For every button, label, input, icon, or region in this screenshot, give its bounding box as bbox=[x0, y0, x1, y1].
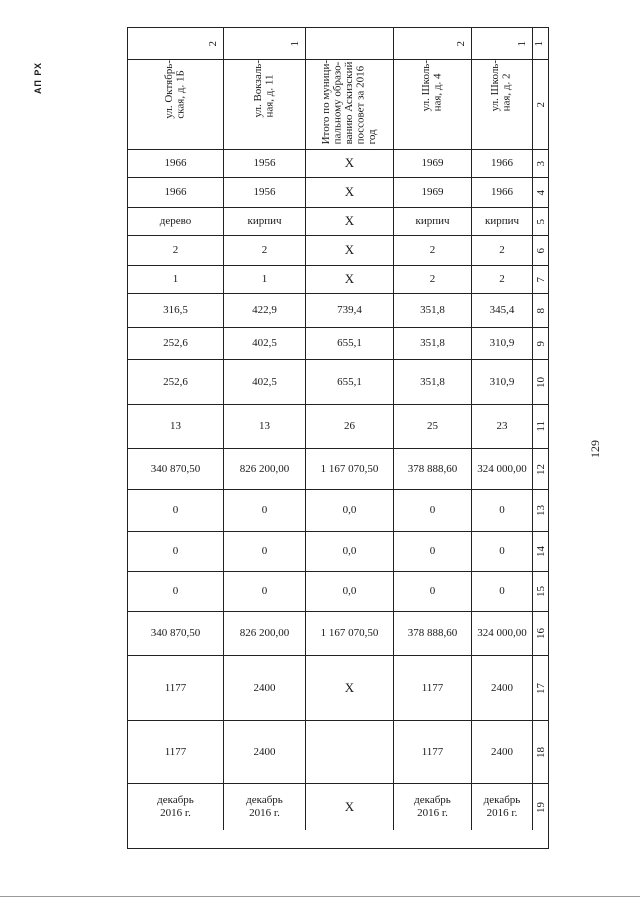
table-cell bbox=[472, 294, 533, 328]
row-number-cell bbox=[533, 532, 549, 572]
row-number-cell bbox=[533, 208, 549, 236]
table-cell bbox=[128, 150, 224, 178]
cell-value: 2 bbox=[429, 244, 436, 257]
page-number: 129 bbox=[588, 440, 602, 458]
table-cell bbox=[224, 236, 306, 266]
table-cell bbox=[224, 784, 306, 830]
cell-value: 252,6 bbox=[163, 337, 188, 350]
row-number-cell bbox=[533, 178, 549, 208]
cell-value: 826 200,00 bbox=[239, 627, 290, 640]
cell-value: 739,4 bbox=[337, 304, 362, 317]
table-cell bbox=[472, 532, 533, 572]
table-cell bbox=[472, 656, 533, 721]
row-number-cell bbox=[533, 60, 549, 150]
table-cell bbox=[128, 360, 224, 405]
cell-value: 324 000,00 bbox=[477, 462, 527, 475]
cell-value: 0 bbox=[499, 585, 505, 598]
table-cell bbox=[306, 490, 394, 532]
table-cell bbox=[472, 266, 533, 294]
cell-value: 826 200,00 bbox=[239, 462, 290, 475]
cell-value: 351,8 bbox=[420, 337, 445, 350]
table-cell bbox=[394, 150, 472, 178]
header-number: 1 bbox=[533, 40, 546, 47]
cell-value: 0 bbox=[172, 504, 179, 517]
cell-value: Х bbox=[344, 271, 355, 287]
table-cell bbox=[224, 490, 306, 532]
table-cell bbox=[128, 328, 224, 360]
cell-value: 1 bbox=[261, 273, 268, 286]
row-number: 4 bbox=[534, 189, 547, 196]
row-number-cell bbox=[533, 294, 549, 328]
cell-value: 1 bbox=[172, 273, 179, 286]
table-cell bbox=[394, 328, 472, 360]
cell-value: 1177 bbox=[421, 745, 444, 758]
cell-value: 0 bbox=[499, 545, 505, 558]
row-number: 15 bbox=[534, 586, 547, 597]
cell-value: 2400 bbox=[491, 745, 513, 758]
cell-value: 345,4 bbox=[489, 304, 515, 317]
table-cell bbox=[306, 405, 394, 449]
table-cell bbox=[394, 449, 472, 490]
row-number-cell bbox=[533, 572, 549, 612]
cell-value: 316,5 bbox=[163, 304, 188, 317]
row-number-cell bbox=[533, 656, 549, 721]
cell-value: декабрь 2016 г. bbox=[246, 794, 283, 819]
cell-value: 1956 bbox=[253, 186, 276, 199]
cell-value: декабрь 2016 г. bbox=[483, 794, 521, 819]
cell-value: 13 bbox=[170, 420, 181, 433]
table-cell bbox=[394, 236, 472, 266]
cell-value: 1956 bbox=[253, 157, 276, 170]
row-number: 11 bbox=[534, 421, 547, 432]
cell-value: 2 bbox=[499, 273, 505, 286]
table-cell bbox=[128, 236, 224, 266]
table-cell bbox=[306, 572, 394, 612]
cell-value: кирпич bbox=[247, 215, 282, 228]
table-cell bbox=[128, 784, 224, 830]
row-number-cell bbox=[533, 360, 549, 405]
table-cell bbox=[128, 572, 224, 612]
row-number-cell bbox=[533, 721, 549, 784]
table-cell bbox=[128, 490, 224, 532]
row-number-cell bbox=[533, 405, 549, 449]
cell-value: Х bbox=[344, 213, 355, 229]
table-cell bbox=[128, 208, 224, 236]
row-number: 19 bbox=[534, 801, 547, 813]
table-cell bbox=[472, 328, 533, 360]
table-cell bbox=[306, 294, 394, 328]
row-number-cell bbox=[533, 328, 549, 360]
cell-value: Х bbox=[344, 679, 355, 695]
cell-value: Х bbox=[344, 242, 355, 258]
cell-value: 0 bbox=[172, 585, 179, 598]
cell-value: 13 bbox=[259, 420, 270, 433]
footer-divider bbox=[0, 896, 640, 897]
table-cell bbox=[472, 449, 533, 490]
table-cell bbox=[224, 572, 306, 612]
table-cell bbox=[128, 612, 224, 656]
cell-value: 1 167 070,50 bbox=[320, 462, 379, 475]
cell-value: 1177 bbox=[421, 681, 444, 694]
table-cell bbox=[472, 612, 533, 656]
cell-value: декабрь 2016 г. bbox=[414, 794, 451, 819]
table-cell bbox=[224, 656, 306, 721]
cell-value: 0 bbox=[261, 585, 268, 598]
cell-value: 422,9 bbox=[252, 304, 277, 317]
column-header bbox=[224, 60, 306, 150]
cell-value: 0 bbox=[429, 545, 436, 558]
table-cell bbox=[306, 656, 394, 721]
cell-value: 1966 bbox=[164, 186, 187, 199]
row-number: 10 bbox=[534, 376, 547, 388]
cell-value: 0,0 bbox=[342, 545, 357, 558]
cell-value: 2 bbox=[172, 244, 179, 257]
cell-value: 0 bbox=[172, 545, 179, 558]
table-cell bbox=[224, 721, 306, 784]
table-cell bbox=[224, 266, 306, 294]
table-cell bbox=[472, 178, 533, 208]
row-number-cell bbox=[533, 490, 549, 532]
cell-value: 310,9 bbox=[489, 337, 515, 350]
row-number: 8 bbox=[534, 307, 547, 314]
cell-value: 2400 bbox=[253, 745, 276, 758]
row-number: 12 bbox=[534, 463, 547, 475]
cell-value: 310,9 bbox=[489, 375, 515, 388]
cell-value: 402,5 bbox=[252, 375, 277, 388]
cell-value: 0 bbox=[261, 545, 268, 558]
table-cell bbox=[394, 266, 472, 294]
table-cell bbox=[394, 294, 472, 328]
row-number: 17 bbox=[534, 682, 547, 694]
cell-value: 378 888,60 bbox=[407, 462, 458, 475]
table-cell bbox=[306, 449, 394, 490]
row-number: 9 bbox=[534, 340, 547, 347]
cell-value: кирпич bbox=[484, 215, 520, 228]
column-header-text: ул. Школь- ная, д. 2 bbox=[489, 60, 513, 112]
cell-value: 0,0 bbox=[342, 504, 357, 517]
row-number: 6 bbox=[534, 247, 547, 254]
table-cell bbox=[224, 612, 306, 656]
table-cell bbox=[128, 721, 224, 784]
table-cell bbox=[306, 328, 394, 360]
side-label: АП РХ bbox=[33, 62, 43, 95]
table-cell bbox=[394, 532, 472, 572]
cell-value: 1969 bbox=[421, 186, 444, 199]
header-number-cell bbox=[306, 28, 394, 60]
cell-value: 655,1 bbox=[337, 375, 362, 388]
cell-value: 2400 bbox=[491, 681, 513, 694]
table-cell bbox=[306, 532, 394, 572]
table-cell bbox=[128, 449, 224, 490]
table-cell bbox=[306, 178, 394, 208]
table-cell bbox=[128, 532, 224, 572]
row-number: 18 bbox=[534, 746, 547, 758]
row-number: 5 bbox=[534, 218, 547, 225]
cell-value: 655,1 bbox=[337, 337, 362, 350]
header-number-cell bbox=[533, 28, 549, 60]
cell-value: 351,8 bbox=[420, 304, 445, 317]
table-cell bbox=[128, 656, 224, 721]
table-cell bbox=[394, 490, 472, 532]
table-cell bbox=[394, 360, 472, 405]
table-cell bbox=[224, 150, 306, 178]
cell-value: Х bbox=[344, 798, 355, 814]
table-cell bbox=[306, 266, 394, 294]
row-number-cell bbox=[533, 150, 549, 178]
column-header bbox=[472, 60, 533, 150]
row-number: 2 bbox=[534, 101, 547, 108]
table-cell bbox=[472, 150, 533, 178]
table-cell bbox=[224, 405, 306, 449]
cell-value: 26 bbox=[344, 420, 355, 433]
row-number-cell bbox=[533, 784, 549, 830]
cell-value: 378 888,60 bbox=[407, 627, 458, 640]
data-table bbox=[127, 27, 549, 849]
table-cell bbox=[224, 360, 306, 405]
column-header bbox=[306, 60, 394, 150]
row-number-cell bbox=[533, 449, 549, 490]
cell-value: 252,6 bbox=[163, 375, 188, 388]
table-cell bbox=[394, 572, 472, 612]
cell-value: 324 000,00 bbox=[477, 627, 527, 640]
table-cell bbox=[472, 490, 533, 532]
cell-value: 1 167 070,50 bbox=[320, 627, 379, 640]
cell-value: 2 bbox=[499, 244, 505, 257]
table-cell bbox=[306, 721, 394, 784]
table-cell bbox=[472, 405, 533, 449]
table-cell bbox=[306, 360, 394, 405]
cell-value: 23 bbox=[496, 420, 508, 433]
cell-value: 0 bbox=[429, 504, 436, 517]
table-cell bbox=[224, 208, 306, 236]
header-number: 1 bbox=[289, 40, 302, 47]
table-cell bbox=[306, 150, 394, 178]
cell-value: 0,0 bbox=[342, 585, 357, 598]
cell-value: Х bbox=[344, 184, 355, 200]
table-cell bbox=[394, 656, 472, 721]
header-number-cell bbox=[224, 28, 306, 60]
row-number: 13 bbox=[534, 505, 547, 516]
table-cell bbox=[128, 266, 224, 294]
cell-value: 2 bbox=[261, 244, 268, 257]
column-header-text: ул. Октябрь- ская, д. 1Б bbox=[162, 60, 187, 119]
table-cell bbox=[394, 208, 472, 236]
table-cell bbox=[472, 208, 533, 236]
row-number: 14 bbox=[534, 546, 547, 557]
table-cell bbox=[128, 178, 224, 208]
header-number: 1 bbox=[516, 40, 529, 47]
row-number-cell bbox=[533, 236, 549, 266]
table-cell bbox=[472, 784, 533, 830]
table-cell bbox=[472, 236, 533, 266]
row-number-cell bbox=[533, 266, 549, 294]
table-cell bbox=[472, 360, 533, 405]
table-cell bbox=[224, 532, 306, 572]
table-cell bbox=[224, 178, 306, 208]
column-header-text: ул. Вокзаль- ная, д. 11 bbox=[251, 60, 276, 118]
cell-value: 1966 bbox=[164, 157, 187, 170]
cell-value: 1969 bbox=[421, 157, 444, 170]
cell-value: 0 bbox=[261, 504, 268, 517]
cell-value: дерево bbox=[159, 215, 192, 228]
cell-value: 340 870,50 bbox=[150, 462, 201, 475]
column-header-text: ул. Школь- ная, д. 4 bbox=[419, 60, 444, 112]
cell-value: декабрь 2016 г. bbox=[157, 794, 194, 819]
table-cell bbox=[472, 721, 533, 784]
table-cell bbox=[472, 572, 533, 612]
table-cell bbox=[128, 294, 224, 328]
row-number: 7 bbox=[534, 276, 547, 283]
table-cell bbox=[306, 236, 394, 266]
table-cell bbox=[394, 612, 472, 656]
table-cell bbox=[306, 612, 394, 656]
header-number-cell bbox=[394, 28, 472, 60]
cell-value: 2400 bbox=[253, 681, 276, 694]
cell-value: 1966 bbox=[491, 157, 513, 170]
table-cell bbox=[306, 208, 394, 236]
cell-value: 2 bbox=[429, 273, 436, 286]
table-cell bbox=[224, 449, 306, 490]
cell-value: 402,5 bbox=[252, 337, 277, 350]
cell-value: 0 bbox=[429, 585, 436, 598]
table-cell bbox=[394, 784, 472, 830]
cell-value: Х bbox=[344, 155, 355, 171]
column-header-text: Итого по муници- пальному образо- ванию Аскизский поссовет за 2016 год bbox=[319, 60, 378, 145]
cell-value: 1177 bbox=[164, 681, 187, 694]
table-cell bbox=[306, 784, 394, 830]
cell-value: 1177 bbox=[164, 745, 187, 758]
row-number: 3 bbox=[534, 160, 547, 167]
row-number: 16 bbox=[534, 628, 547, 639]
column-header bbox=[394, 60, 472, 150]
table-cell bbox=[128, 405, 224, 449]
table-cell bbox=[224, 294, 306, 328]
table-cell bbox=[224, 328, 306, 360]
header-number-cell bbox=[128, 28, 224, 60]
header-number-cell bbox=[472, 28, 533, 60]
cell-value: 0 bbox=[499, 504, 505, 517]
column-header bbox=[128, 60, 224, 150]
row-number-cell bbox=[533, 612, 549, 656]
cell-value: 351,8 bbox=[420, 375, 445, 388]
cell-value: кирпич bbox=[415, 215, 450, 228]
cell-value: 340 870,50 bbox=[150, 627, 201, 640]
table-cell bbox=[394, 405, 472, 449]
table-cell bbox=[394, 721, 472, 784]
header-number: 2 bbox=[207, 40, 220, 47]
cell-value: 25 bbox=[427, 420, 438, 433]
table-cell bbox=[394, 178, 472, 208]
header-number: 2 bbox=[455, 40, 468, 47]
cell-value: 1966 bbox=[491, 186, 513, 199]
